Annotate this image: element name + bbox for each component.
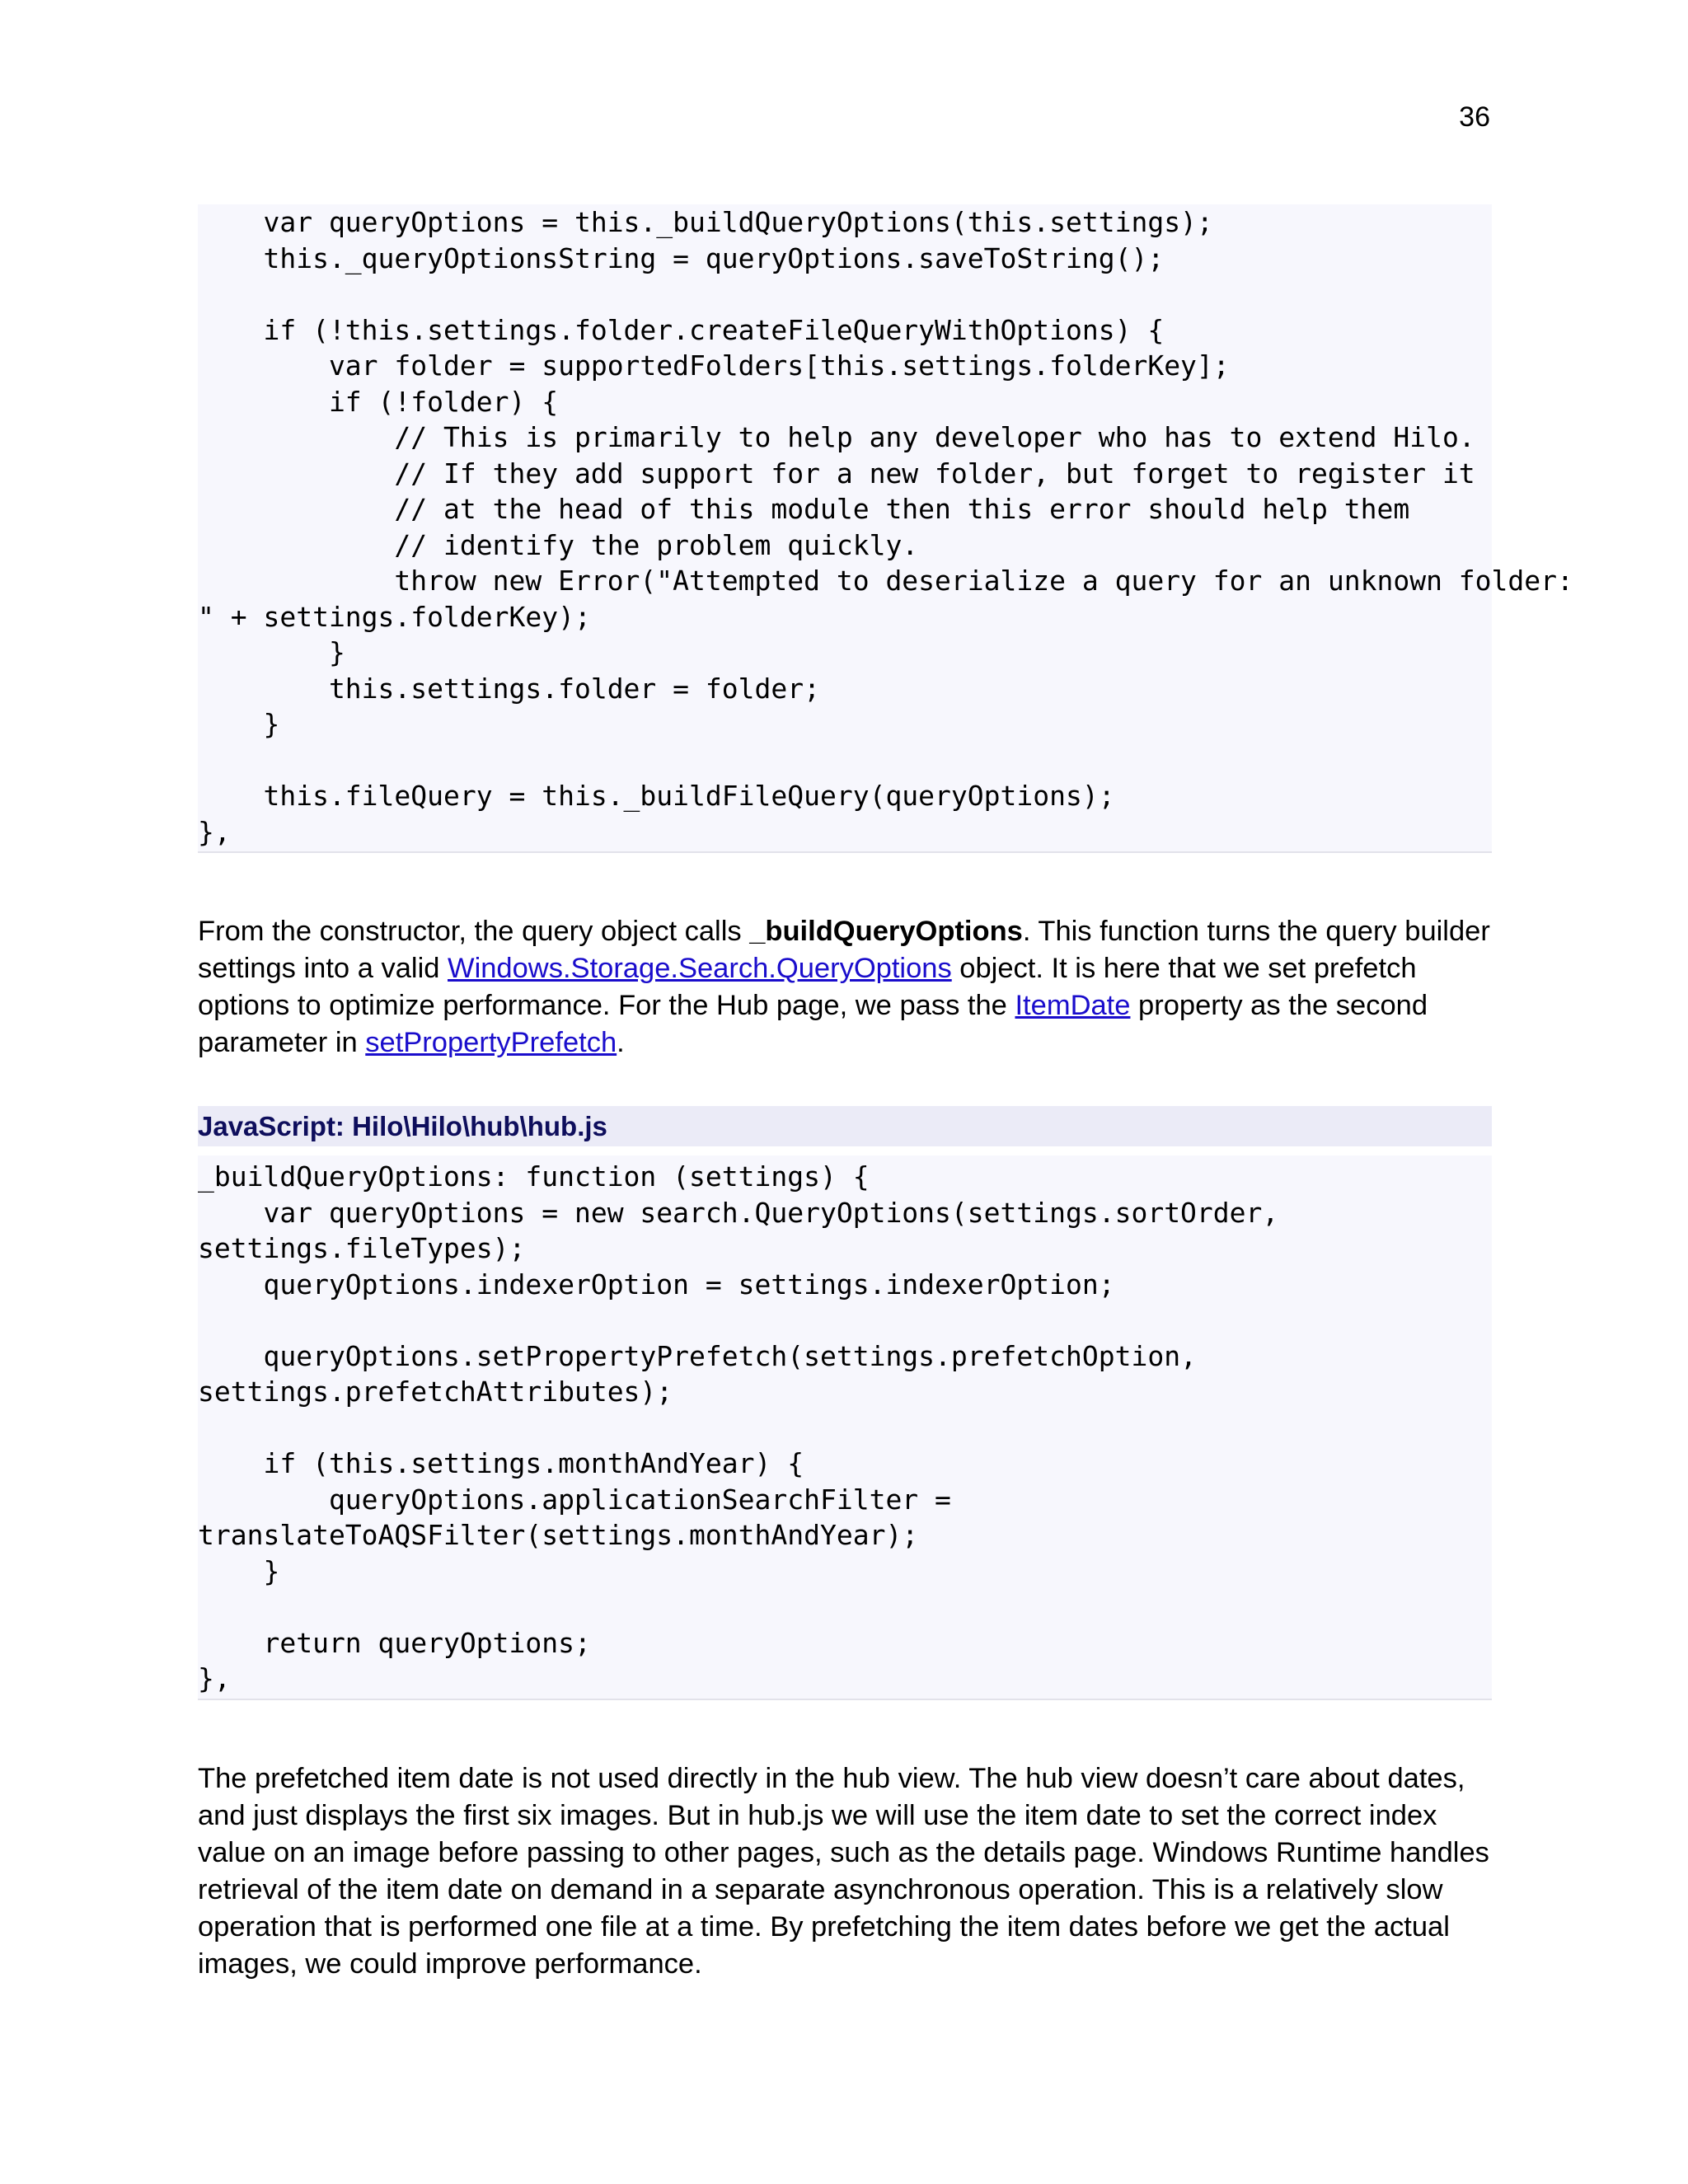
queryoptions-link[interactable]: Windows.Storage.Search.QueryOptions — [448, 953, 952, 984]
setpropertyprefetch-link[interactable]: setPropertyPrefetch — [365, 1027, 617, 1058]
itemdate-link[interactable]: ItemDate — [1015, 990, 1131, 1021]
paragraph-text: . — [617, 1027, 625, 1058]
paragraph-text: object. It is here that we set prefetch options to optimize performance. For the Hub page, we pass the — [198, 953, 1417, 1021]
paragraph-text: From the constructor, the query object calls — [198, 916, 750, 947]
paragraph-text: . This function turns the query builder settings into a valid — [198, 916, 1490, 984]
code-header: JavaScript: Hilo\Hilo\hub\hub.js — [198, 1106, 1492, 1146]
code-block — [198, 1155, 1492, 1700]
function-name: _buildQueryOptions — [749, 916, 1023, 947]
code-block — [198, 204, 1573, 853]
page-number: 36 — [1459, 101, 1490, 133]
code-text: var queryOptions = this._buildQueryOptions(this.settings); this._queryOptionsString = queryOptions.saveToString(); if (!this.settings.folder.createFileQueryWithOptions) { var folder = supportedFolders[this.settings.folderKey]; if (!folder) { // This is primarily to help any developer who has to extend Hilo. // If they add support for a new folder, but forget to register it // at the head of this module then this error should help them // identify the problem quickly. throw new Error("Attempted to deserialize a query for an unknown folder: " + settings.folderKey); } this.settings.folder = folder; } this.fileQuery = this._buildFileQuery(queryOptions); }, — [198, 206, 1573, 848]
body-paragraph — [198, 913, 1500, 1062]
body-paragraph: The prefetched item date is not used directly in the hub view. The hub view doesn’t care about dates, and just displays the first six images. But in hub.js we will use the item date to set the correct index value on an image before passing to other pages, such as the details page. Windows Runtime handles retrieval of the item date on demand in a separate asynchronous operation. This is a relatively slow operation that is performed one file at a time. By prefetching the item dates before we get the actual images, we could improve performance. — [198, 1763, 1489, 1980]
code-text: _buildQueryOptions: function (settings) { var queryOptions = new search.QueryOptions(settings.sortOrder, settings.fileTypes); queryOptions.indexerOption = settings.indexerOption; queryOptions.setPropertyPrefetch(settings.prefetchOption, settings.prefetchAttributes); if (this.settings.monthAndYear) { queryOptions.applicationSearchFilter = translateToAQSFilter(settings.monthAndYear); } return queryOptions; }, — [198, 1160, 1279, 1694]
paragraph-text: property as the second parameter in — [198, 990, 1428, 1058]
